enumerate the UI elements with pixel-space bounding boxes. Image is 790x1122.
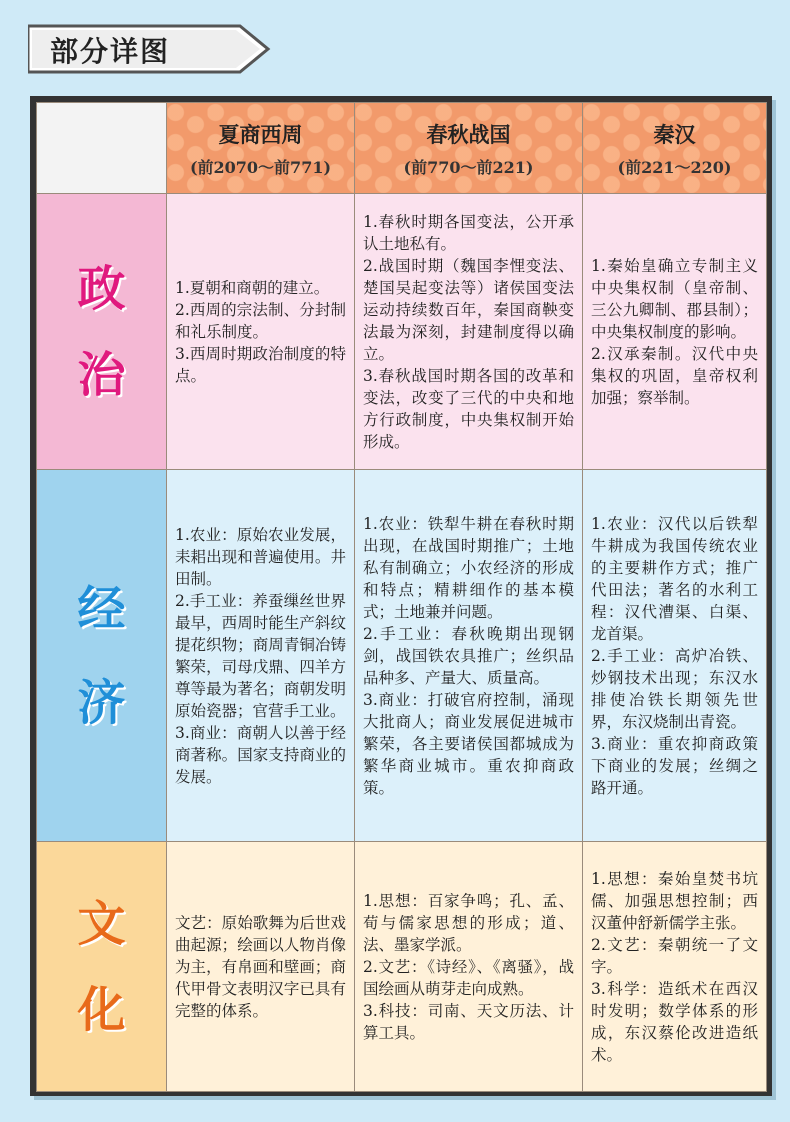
cell-line: 2.文艺：秦朝统一了文字。 (591, 935, 758, 976)
header-row (37, 103, 767, 194)
cell-line: 1.农业：铁犁牛耕在春秋时期出现，在战国时期推广；土地私有制确立；小农经济的形成和特点；精耕细作的基本模式；土地兼并问题。 (363, 514, 574, 621)
cell-line: 3.商业：重农抑商政策下商业的发展；丝绸之路开通。 (591, 734, 758, 797)
economy-qin-han-cell (583, 470, 767, 842)
cell-line: 2.战国时期（魏国李悝变法、楚国吴起变法等）诸侯国变法运动持续数百年，秦国商鞅变法最为深刻，封建制度得以确立。 (363, 256, 574, 363)
culture-label (37, 842, 167, 1092)
economy-label (37, 470, 167, 842)
politics-label-char: 政 (77, 260, 126, 317)
cell-line: 文艺：原始歌舞为后世戏曲起源；绘画以人物肖像为主，有帛画和壁画；商代甲骨文表明汉字已具有完整的体系。 (175, 913, 346, 1020)
cell-line: 2.手工业：高炉冶铁、炒钢技术出现；东汉水排使冶铁长期领先世界，东汉烧制出青瓷。 (591, 646, 758, 731)
culture-label-char: 文 (77, 895, 126, 952)
comparison-table (36, 102, 767, 1092)
economy-xia-shang-zhou-cell (167, 470, 355, 842)
cell-line: 3.春秋战国时期各国的改革和变法，改变了三代的中央和地方行政制度，中央集权制开始形成。 (363, 366, 574, 451)
economy-label-char: 济 (77, 674, 126, 731)
politics-label-char: 治 (77, 346, 126, 403)
politics-chunqiu-zhanguo-cell (355, 194, 583, 470)
section-banner (28, 22, 272, 76)
cell-line: 2.汉承秦制。汉代中央集权的巩固，皇帝权利加强；察举制。 (591, 344, 758, 407)
cell-line: 1.秦始皇确立专制主义中央集权制（皇帝制、三公九卿制、郡县制）；中央集权制度的影响。 (591, 256, 758, 341)
economy-label-char: 经 (77, 580, 126, 637)
period-header-xia-shang-zhou (167, 103, 355, 194)
culture-chunqiu-zhanguo-cell (355, 842, 583, 1092)
period-header-chunqiu-zhanguo (355, 103, 583, 194)
cell-line: 1.思想：秦始皇焚书坑儒、加强思想控制；西汉董仲舒新儒学主张。 (591, 869, 758, 932)
period-range: (前221～220) (617, 157, 732, 177)
section-title: 部分详图 (50, 35, 171, 68)
politics-qin-han-cell (583, 194, 767, 470)
cell-line: 3.科技：司南、天文历法、计算工具。 (363, 1001, 574, 1042)
period-range: (前2070～前771) (189, 157, 332, 177)
period-name: 秦汉 (653, 122, 696, 147)
cell-line: 3.商业：商朝人以善于经商著称。国家支持商业的发展。 (175, 723, 346, 786)
cell-line: 1.农业：原始农业发展，耒耜出现和普遍使用。井田制。 (175, 525, 346, 588)
politics-label (37, 194, 167, 470)
cell-line: 3.商业：打破官府控制，涌现大批商人；商业发展促进城市繁荣，各主要诸侯国都城成为繁华商业城市。重农抑商政策。 (363, 690, 574, 797)
cell-line: 2.文艺：《诗经》、《离骚》，战国绘画从萌芽走向成熟。 (363, 957, 574, 998)
politics-row (37, 194, 767, 470)
period-name: 夏商西周 (218, 122, 303, 147)
culture-qin-han-cell (583, 842, 767, 1092)
period-header-qin-han (583, 103, 767, 194)
cell-line: 3.西周时期政治制度的特点。 (175, 344, 346, 385)
economy-row (37, 470, 767, 842)
cell-line: 1.农业：汉代以后铁犁牛耕成为我国传统农业的主要耕作方式；推广代田法；著名的水利工程：汉代漕渠、白渠、龙首渠。 (591, 514, 758, 643)
cell-line: 1.春秋时期各国变法，公开承认土地私有。 (363, 212, 574, 253)
cell-line: 2.手工业：养蚕缫丝世界最早，西周时能生产斜纹提花织物；商周青铜冶铸繁荣，司母戊鼎、四羊方尊等最为著名；商朝发明原始瓷器；官营手工业。 (175, 591, 346, 720)
period-range: (前770～前221) (403, 157, 534, 177)
cell-line: 2.西周的宗法制、分封制和礼乐制度。 (175, 300, 346, 341)
economy-chunqiu-zhanguo-cell (355, 470, 583, 842)
comparison-table-frame (30, 96, 772, 1096)
cell-line: 1.思想：百家争鸣；孔、孟、荀与儒家思想的形成；道、法、墨家学派。 (363, 891, 574, 954)
cell-line: 3.科学：造纸术在西汉时发明；数学体系的形成，东汉蔡伦改进造纸术。 (591, 979, 758, 1064)
culture-row (37, 842, 767, 1092)
cell-line: 1.夏朝和商朝的建立。 (175, 278, 330, 297)
period-name: 春秋战国 (426, 122, 511, 147)
culture-xia-shang-zhou-cell (167, 842, 355, 1092)
politics-xia-shang-zhou-cell (167, 194, 355, 470)
corner-cell (37, 103, 167, 194)
cell-line: 2.手工业：春秋晚期出现钢剑，战国铁农具推广；丝织品品种多、产量大、质量高。 (363, 624, 574, 687)
culture-label-char: 化 (77, 981, 126, 1038)
